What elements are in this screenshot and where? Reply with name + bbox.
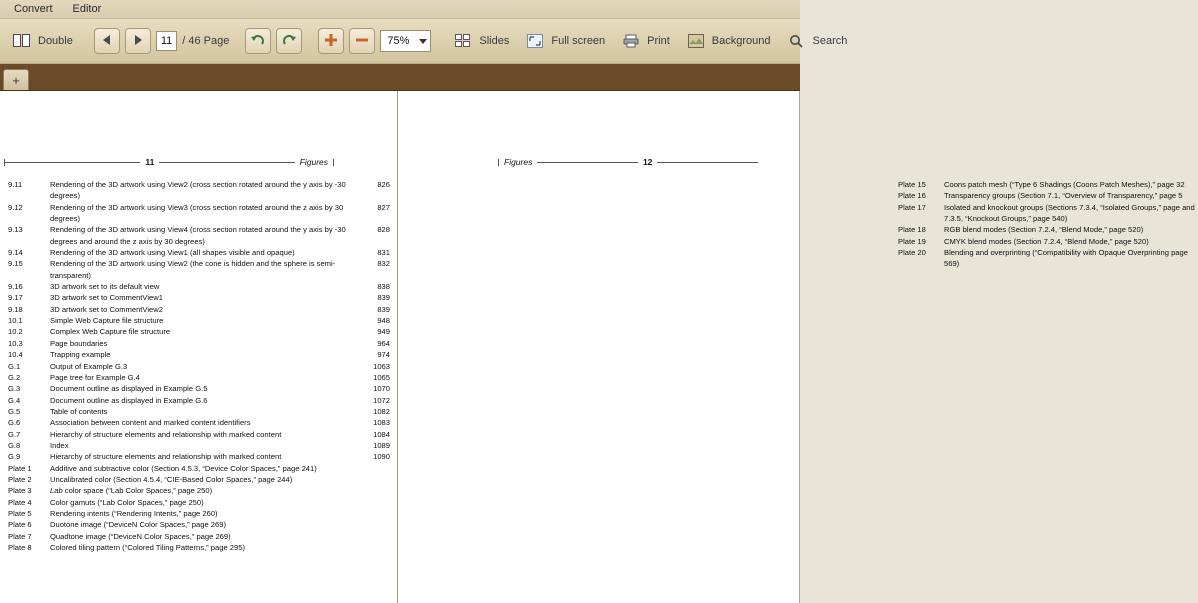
background-label: Background xyxy=(711,35,771,47)
figure-entry xyxy=(8,372,390,383)
figure-entry xyxy=(8,508,390,519)
running-head-right xyxy=(498,157,758,167)
figure-entry xyxy=(8,406,390,417)
figure-entry-page: 1082 xyxy=(373,406,390,416)
figure-entry-title: Colored tiling pattern (“Colored Tiling Patterns,” page 295) xyxy=(50,543,246,552)
figure-entry xyxy=(8,361,390,372)
slides-icon xyxy=(452,30,474,52)
figure-entry xyxy=(8,349,390,360)
figure-entry-title: 3D artwork set to CommentView2 xyxy=(50,304,163,314)
figure-entry-title: RGB blend modes (Section 7.2.4, “Blend Mode,” page 520) xyxy=(944,225,1144,235)
figure-entry-title: Table of contents xyxy=(50,406,108,416)
figure-entry-page: 1072 xyxy=(373,395,390,405)
figure-entry xyxy=(8,417,390,428)
figure-entry-number: G.8 xyxy=(8,440,21,450)
figure-entry-number: G.6 xyxy=(8,418,21,428)
figure-entry xyxy=(8,531,390,542)
figure-entry-title: Blending and overprinting (“Compatibility with Opaque Overprinting page 569) xyxy=(944,248,1188,269)
minus-icon xyxy=(355,33,369,50)
figure-entry-number: G.7 xyxy=(8,429,21,439)
figure-entry-title: Isolated and knockout groups (Sections 7.3.4, “Isolated Groups,” page and 7.3.5, “Knockout Groups,” page 540) xyxy=(944,202,1195,224)
new-tab-button[interactable]: + xyxy=(3,69,29,90)
figure-entry xyxy=(898,247,1198,270)
figure-entry xyxy=(8,247,390,258)
fullscreen-label: Full screen xyxy=(551,35,606,47)
running-head-label-right: Figures xyxy=(504,157,533,167)
search-label: Search xyxy=(812,35,848,47)
triangle-right-icon xyxy=(131,33,145,50)
page-spread xyxy=(0,91,1195,603)
figure-entry xyxy=(898,179,1198,190)
background-button[interactable] xyxy=(680,28,776,54)
figure-entry-number: Plate 7 xyxy=(8,531,32,541)
figure-entry-page: 827 xyxy=(377,202,390,212)
figure-entry-page: 838 xyxy=(377,282,390,292)
figure-entry-title: Complex Web Capture file structure xyxy=(50,327,171,337)
figure-entry xyxy=(8,395,390,406)
figure-entry-page: 948 xyxy=(377,316,390,326)
figure-entry xyxy=(8,463,390,474)
figure-entry-number: Plate 18 xyxy=(898,225,926,235)
figure-entry-number: Plate 17 xyxy=(898,202,926,212)
figure-entry-number: 10.3 xyxy=(8,338,23,348)
figure-entry-title: Rendering of the 3D artwork using View1 (all shapes visible and opaque) xyxy=(50,248,295,258)
figure-entry xyxy=(898,236,1198,247)
figure-entry-number: Plate 2 xyxy=(8,474,32,484)
figure-entry-number: G.2 xyxy=(8,372,21,382)
print-button[interactable] xyxy=(615,28,675,54)
figure-entry-number: 9.12 xyxy=(8,202,23,212)
figure-entry xyxy=(8,258,390,281)
tab-strip xyxy=(0,64,800,91)
fullscreen-icon xyxy=(524,30,546,52)
figure-entry-page: 1089 xyxy=(373,440,390,450)
zoom-level-select[interactable] xyxy=(380,30,431,52)
figure-entry-title: 3D artwork set to CommentView1 xyxy=(50,293,163,303)
zoom-in-button[interactable] xyxy=(318,28,344,54)
figure-entry xyxy=(8,497,390,508)
double-page-icon xyxy=(11,30,33,52)
figure-entry-number: Plate 5 xyxy=(8,508,32,518)
figure-entry-title: Document outline as displayed in Example G.5 xyxy=(50,384,208,394)
figure-entry-number: Plate 6 xyxy=(8,520,32,530)
figure-entry xyxy=(898,190,1198,201)
rule-tick-left-2 xyxy=(333,159,334,166)
figure-entry-title: Index xyxy=(50,440,69,450)
rule-line-left xyxy=(5,162,140,163)
figure-entry-number: Plate 3 xyxy=(8,486,32,496)
figure-entry-title: Output of Example G.3 xyxy=(50,361,128,371)
figure-entry-title: Lab color space (“Lab Color Spaces,” page 250) xyxy=(50,486,213,496)
figure-entry-number: 9.16 xyxy=(8,282,23,292)
figure-entry-page: 964 xyxy=(377,338,390,348)
page-number-input[interactable]: 11 xyxy=(156,31,177,51)
figure-entry-number: G.4 xyxy=(8,395,21,405)
rule-line-right-2 xyxy=(657,162,758,163)
figure-entry-number: G.5 xyxy=(8,406,21,416)
figure-entry-number: G.9 xyxy=(8,452,21,462)
figure-entry xyxy=(8,315,390,326)
figure-entry xyxy=(8,202,390,225)
figure-entry-title: Rendering of the 3D artwork using View2 (cross section rotated around the y axis by -30 degrees) xyxy=(50,180,346,201)
menu-convert[interactable]: Convert xyxy=(14,3,53,15)
menu-bar xyxy=(0,0,800,19)
figure-entry xyxy=(8,383,390,394)
background-icon xyxy=(685,30,707,52)
printer-icon xyxy=(620,30,642,52)
slides-label: Slides xyxy=(479,35,510,47)
figure-entry-title: Additive and subtractive color (Section 4.5.3, “Device Color Spaces,” page 241) xyxy=(50,463,317,473)
figure-entry-title: Page boundaries xyxy=(50,338,108,348)
page-left[interactable] xyxy=(0,91,398,603)
figure-entry-title: Transparency groups (Section 7.1, “Overview of Transparency,” page 5 xyxy=(944,191,1183,201)
figure-entry-page: 832 xyxy=(377,259,390,269)
folio-right: 12 xyxy=(642,157,653,167)
figure-entry-number: 9.13 xyxy=(8,225,23,235)
list-of-figures-right xyxy=(898,179,1198,270)
rotate-left-icon xyxy=(250,33,266,50)
figure-entry-number: Plate 4 xyxy=(8,497,32,507)
figure-entry-title: Rendering of the 3D artwork using View4 (cross section rotated around the y axis by -30 degrees and around the z axis by 30 degrees) xyxy=(50,225,346,246)
rotate-right-icon xyxy=(281,33,297,50)
figure-entry-page: 1083 xyxy=(373,418,390,428)
plus-icon xyxy=(324,33,338,50)
double-page-button[interactable] xyxy=(6,28,78,54)
figure-entry-page: 1065 xyxy=(373,372,390,382)
double-page-label: Double xyxy=(38,35,73,47)
chevron-down-icon xyxy=(419,39,427,44)
figure-entry xyxy=(8,451,390,462)
page-right[interactable] xyxy=(398,91,1195,603)
figure-entry xyxy=(898,202,1198,225)
figure-entry xyxy=(898,224,1198,235)
figure-entry-title: CMYK blend modes (Section 7.2.4, “Blend Mode,” page 520) xyxy=(944,236,1149,246)
figure-entry xyxy=(8,338,390,349)
figure-entry-page: 831 xyxy=(377,248,390,258)
figure-entry-title: Association between content and marked content identifiers xyxy=(50,418,251,428)
zoom-level-value: 75% xyxy=(387,35,410,47)
figure-entry-title: Simple Web Capture file structure xyxy=(50,316,164,326)
running-head-label-left: Figures xyxy=(299,157,328,167)
figure-entry-number: 9.14 xyxy=(8,248,23,258)
figure-entry-number: 10.1 xyxy=(8,316,23,326)
figure-entry xyxy=(8,281,390,292)
figure-entry-title: Trapping example xyxy=(50,350,111,360)
print-label: Print xyxy=(647,35,670,47)
figure-entry-page: 974 xyxy=(377,350,390,360)
figure-entry-number: 9.17 xyxy=(8,293,23,303)
fullscreen-button[interactable] xyxy=(519,28,610,54)
search-icon xyxy=(786,30,808,52)
figure-entry xyxy=(8,440,390,451)
figure-entry-title: Rendering of the 3D artwork using View3 (cross section rotated around the z axis by 30 degrees) xyxy=(50,202,344,224)
figure-entry xyxy=(8,326,390,337)
figure-entry-number: Plate 15 xyxy=(898,180,926,189)
list-of-figures-left xyxy=(8,179,390,553)
figure-entry xyxy=(8,429,390,440)
next-page-button[interactable] xyxy=(125,28,151,54)
figure-entry-number: 9.11 xyxy=(8,180,23,189)
figure-entry-number: 9.15 xyxy=(8,259,23,269)
page-total-label: / 46 Page xyxy=(182,35,230,47)
figure-entry-number: 10.2 xyxy=(8,327,23,337)
figure-entry-number: Plate 20 xyxy=(898,248,926,258)
figure-entry xyxy=(8,474,390,485)
folio-left: 11 xyxy=(145,157,155,167)
figure-entry-number: G.1 xyxy=(8,361,21,371)
running-head-left xyxy=(4,157,334,167)
figure-entry xyxy=(8,485,390,496)
figure-entry-number: 9.18 xyxy=(8,304,23,314)
figure-entry-page: 1084 xyxy=(373,429,390,439)
rule-line-left-2 xyxy=(159,162,294,163)
search-button[interactable] xyxy=(781,28,853,54)
figure-entry xyxy=(8,542,390,553)
prev-page-button[interactable] xyxy=(94,28,120,54)
figure-entry-number: Plate 19 xyxy=(898,236,926,246)
figure-entry-title: Document outline as displayed in Example G.6 xyxy=(50,395,208,405)
figure-entry xyxy=(8,519,390,530)
figure-entry-title: Uncalibrated color (Section 4.5.4, “CIE-Based Color Spaces,” page 244) xyxy=(50,474,293,484)
figure-entry-title: Page tree for Example G.4 xyxy=(50,372,140,382)
figure-entry-number: Plate 1 xyxy=(8,463,32,473)
zoom-out-button[interactable] xyxy=(349,28,375,54)
menu-editor[interactable]: Editor xyxy=(72,3,102,15)
figure-entry-title: Quadtone image (“DeviceN Color Spaces,” page 269) xyxy=(50,531,231,541)
figure-entry-page: 828 xyxy=(377,225,390,235)
figure-entry-number: 10.4 xyxy=(8,350,23,360)
figure-entry-title: Color gamuts (“Lab Color Spaces,” page 250) xyxy=(50,497,204,507)
figure-entry xyxy=(8,224,390,247)
figure-entry-number: Plate 16 xyxy=(898,191,926,201)
figure-entry-title: Rendering of the 3D artwork using View2 (the cone is hidden and the sphere is semi-transparent) xyxy=(50,259,336,280)
figure-entry-page: 1090 xyxy=(373,452,390,462)
figure-entry-page: 1063 xyxy=(373,361,390,371)
figure-entry-title: Hierarchy of structure elements and relationship with marked content xyxy=(50,452,282,462)
figure-entry xyxy=(8,292,390,303)
figure-entry-page: 839 xyxy=(377,293,390,303)
figure-entry-number: Plate 8 xyxy=(8,543,32,552)
figure-entry-page: 826 xyxy=(377,180,390,189)
document-viewport[interactable] xyxy=(0,91,1195,603)
figure-entry xyxy=(8,304,390,315)
triangle-left-icon xyxy=(100,33,114,50)
slides-button[interactable] xyxy=(447,28,514,54)
figure-entry-title: Rendering intents (“Rendering Intents,” page 260) xyxy=(50,508,218,518)
figure-entry xyxy=(8,179,390,202)
figure-entry-title: Hierarchy of structure elements and relationship with marked content xyxy=(50,429,282,439)
figure-entry-page: 949 xyxy=(377,327,390,337)
toolbar xyxy=(0,19,848,64)
figure-entry-page: 839 xyxy=(377,304,390,314)
rotate-right-button[interactable] xyxy=(276,28,302,54)
rule-line-right xyxy=(537,162,638,163)
figure-entry-page: 1070 xyxy=(373,384,390,394)
rotate-left-button[interactable] xyxy=(245,28,271,54)
figure-entry-number: G.3 xyxy=(8,384,21,394)
figure-entry-title: 3D artwork set to its default view xyxy=(50,282,160,292)
figure-entry-title: Coons patch mesh (“Type 6 Shadings (Coons Patch Meshes),” page 32 xyxy=(944,180,1185,189)
figure-entry-title: Duotone image (“DeviceN Color Spaces,” page 269) xyxy=(50,520,227,530)
